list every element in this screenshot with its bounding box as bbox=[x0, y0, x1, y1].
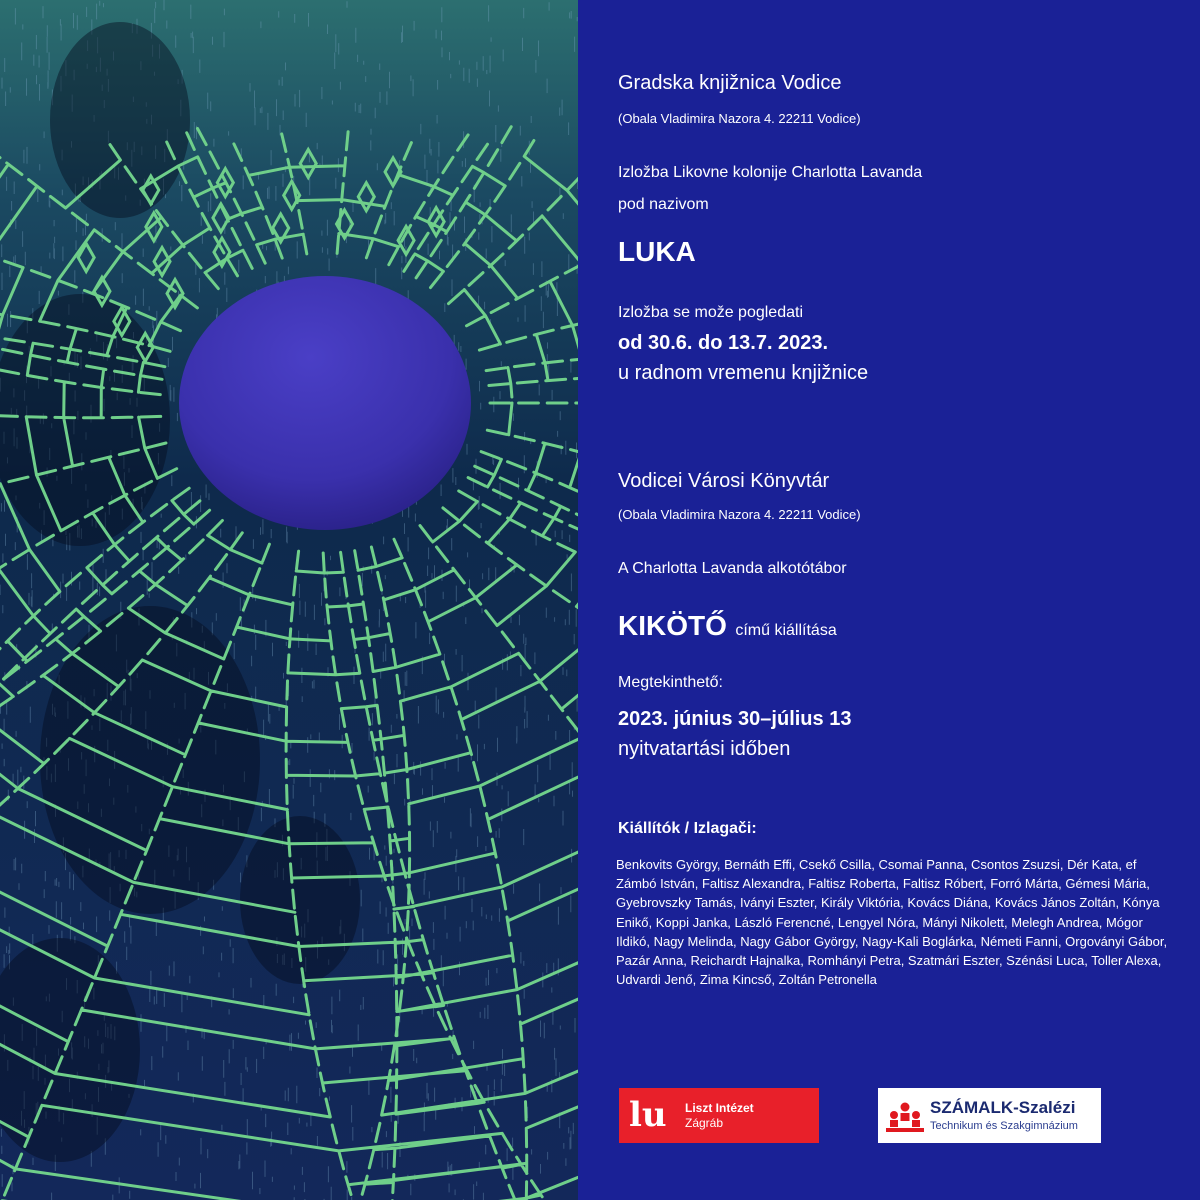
venue-hr: Gradska knjižnica Vodice bbox=[618, 72, 842, 94]
artwork-canvas bbox=[0, 0, 578, 1200]
blue-sphere bbox=[179, 276, 471, 530]
artists-list: Benkovits György, Bernáth Effi, Csekő Csilla, Csomai Panna, Csontos Zsuzsi, Dér Kata, ef Zámbó István, Faltisz Alexandra, Faltisz Roberta, Faltisz Róbert, Forró Márta, Gémesi Mária, Gyebrovszky Tamás, Iványi Eszter, Király Viktória, Kovács Diána, Kovács János Zoltán, Kónya Enikő, Koppi Janka, László Ferencné, Lengyel Nóra, Mányi Nikolett, Melegh Andrea, Mógor Ildikó, Nagy Melinda, Nagy Gábor György, Nagy-Kali Boglárka, Németi Fanni, Orgoványi Gábor, Pazár Anna, Reichardt Hajnalka, Romhányi Petra, Szatmári Eszter, Szénási Luca, Toller Alexa, Udvardi Jenő, Zima Kincső, Zoltán Petronella bbox=[616, 857, 1168, 988]
szamalk-logo bbox=[878, 1088, 1101, 1143]
info-panel bbox=[578, 0, 1200, 1200]
exhibition-title-hu-line bbox=[618, 610, 837, 642]
abstract-artwork-image bbox=[0, 0, 578, 1200]
hours-hu: nyitvatartási időben bbox=[618, 738, 791, 760]
view-line-hu: Megtekinthető: bbox=[618, 674, 723, 691]
artists-heading: Kiállítók / Izlagači: bbox=[618, 820, 757, 837]
szamalk-people-icon bbox=[886, 1102, 924, 1132]
liszt-name: Liszt Intézet bbox=[685, 1101, 754, 1115]
liszt-city: Zágráb bbox=[685, 1116, 724, 1130]
venue-hu: Vodicei Városi Könyvtár bbox=[618, 470, 830, 492]
szamalk-subtitle: Technikum és Szakgimnázium bbox=[930, 1120, 1078, 1132]
dates-hr: od 30.6. do 13.7. 2023. bbox=[618, 332, 829, 354]
intro2-hr: pod nazivom bbox=[618, 196, 709, 213]
dates-hu: 2023. június 30–július 13 bbox=[618, 708, 852, 730]
exhibition-title-hu: KIKÖTŐ bbox=[618, 610, 727, 641]
view-line-hr: Izložba se može pogledati bbox=[618, 304, 803, 321]
address-hu: (Obala Vladimira Nazora 4. 22211 Vodice) bbox=[618, 507, 861, 522]
address-hr: (Obala Vladimira Nazora 4. 22211 Vodice) bbox=[618, 111, 861, 126]
exhibition-title-hr: LUKA bbox=[618, 236, 696, 267]
intro-hr: Izložba Likovne kolonije Charlotta Lavanda bbox=[618, 164, 923, 181]
liszt-mark-icon: lu bbox=[629, 1095, 667, 1135]
szamalk-name: SZÁMALK-Szalézi bbox=[930, 1098, 1076, 1117]
liszt-institute-logo bbox=[619, 1088, 819, 1143]
title-suffix-hu: című kiállítása bbox=[735, 622, 837, 639]
hours-hr: u radnom vremenu knjižnice bbox=[618, 362, 869, 384]
intro-hu: A Charlotta Lavanda alkotótábor bbox=[618, 560, 847, 577]
